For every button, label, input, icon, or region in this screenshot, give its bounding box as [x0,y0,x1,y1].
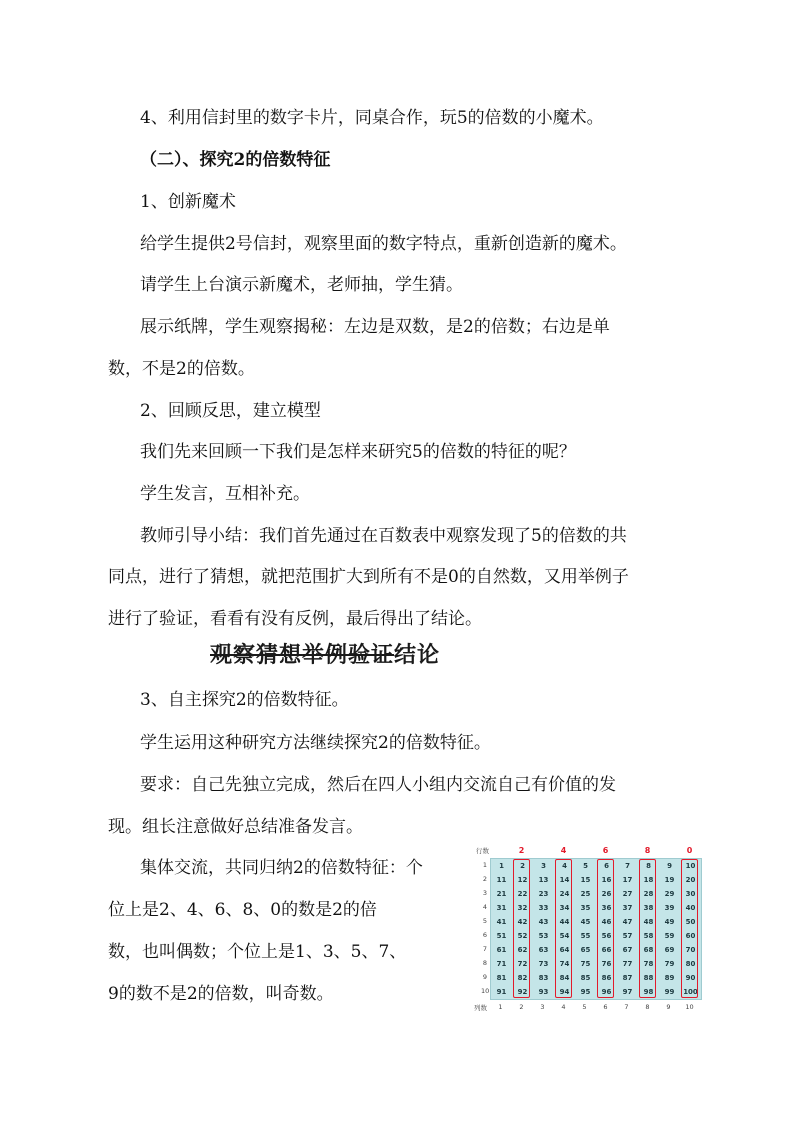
chart-cell: 97 [622,988,633,996]
flow-step: 猜想 [256,642,303,668]
chart-cell: 2 [520,862,525,870]
chart-cell: 46 [601,918,612,926]
chart-cell: 89 [664,974,675,982]
chart-cell: 42 [517,918,528,926]
chart-cell: 49 [664,918,675,926]
chart-cell: 64 [559,946,570,954]
chart-cell: 17 [622,876,633,884]
paragraph: 我们先来回顾一下我们是怎样来研究5的倍数的特征的呢？ [140,442,576,462]
row-label: 3 [482,889,488,897]
chart-cell: 72 [517,960,528,968]
chart-cell: 92 [517,988,528,996]
paragraph-step-4: 4、利用信封里的数字卡片，同桌合作，玩5的倍数的小魔术。 [140,108,604,128]
flow-step: 观察 [210,642,257,668]
chart-cell: 12 [517,876,528,884]
chart-cell: 82 [517,974,528,982]
col-axis-title: 列数 [474,1004,487,1012]
paragraph-continuation: 同点，进行了猜想，就把范围扩大到所有不是0的自然数，又用举例子 [108,567,629,587]
chart-cell: 69 [664,946,675,954]
chart-cell: 85 [580,974,591,982]
chart-cell: 39 [664,904,675,912]
highlight-column-box [681,859,698,998]
chart-cell: 50 [685,918,696,926]
chart-cell: 75 [580,960,591,968]
paragraph-continuation: 现。组长注意做好总结准备发言。 [108,817,363,837]
chart-cell: 81 [496,974,507,982]
chart-cell: 79 [664,960,675,968]
paragraph-continuation: 位上是2、4、6、8、0的数是2的倍 [108,900,377,920]
chart-cell: 41 [496,918,507,926]
highlight-column-box [555,859,572,998]
chart-cell: 18 [643,876,654,884]
chart-cell: 6 [604,862,609,870]
chart-cell: 57 [622,932,633,940]
chart-cell: 43 [538,918,549,926]
chart-cell: 90 [685,974,696,982]
chart-cell: 40 [685,904,696,912]
chart-cell: 83 [538,974,549,982]
paragraph: 学生运用这种研究方法继续探究2的倍数特征。 [140,733,491,753]
col-label: 6 [603,1003,608,1011]
chart-cell: 86 [601,974,612,982]
chart-cell: 5 [583,862,588,870]
chart-cell: 54 [559,932,570,940]
chart-cell: 11 [496,876,507,884]
row-label: 1 [482,861,488,869]
highlight-column-box [597,859,614,998]
paragraph: 展示纸牌，学生观察揭秘：左边是双数，是2的倍数；右边是单 [140,317,610,337]
col-label: 8 [645,1003,650,1011]
chart-cell: 29 [664,890,675,898]
section-heading: （二）、探究2的倍数特征 [140,150,331,170]
row-label: 7 [482,945,488,953]
hundred-chart [472,846,702,1014]
chart-cell: 33 [538,904,549,912]
chart-cell: 22 [517,890,528,898]
row-label: 4 [482,903,488,911]
chart-cell: 68 [643,946,654,954]
col-label: 1 [498,1003,503,1011]
chart-cell: 53 [538,932,549,940]
chart-cell: 27 [622,890,633,898]
row-label: 8 [482,959,488,967]
research-flow-heading [210,638,440,669]
row-label: 6 [482,931,488,939]
col-label: 4 [561,1003,566,1011]
chart-cell: 76 [601,960,612,968]
chart-cell: 98 [643,988,654,996]
chart-cell: 21 [496,890,507,898]
row-label: 9 [482,973,488,981]
chart-cell: 70 [685,946,696,954]
chart-cell: 55 [580,932,591,940]
chart-cell: 74 [559,960,570,968]
chart-cell: 94 [559,988,570,996]
paragraph-continuation: 进行了验证，看看有没有反例，最后得出了结论。 [108,609,482,629]
chart-cell: 9 [667,862,672,870]
chart-cell: 58 [643,932,654,940]
chart-cell: 24 [559,890,570,898]
chart-cell: 78 [643,960,654,968]
paragraph-continuation: 数，不是2的倍数。 [108,359,255,379]
subheading-2: 2、回顾反思，建立模型 [140,401,321,421]
chart-cell: 8 [646,862,651,870]
chart-cell: 73 [538,960,549,968]
chart-cell: 62 [517,946,528,954]
chart-cell: 30 [685,890,696,898]
chart-cell: 23 [538,890,549,898]
chart-cell: 7 [625,862,630,870]
chart-cell: 45 [580,918,591,926]
chart-cell: 14 [559,876,570,884]
paragraph: 教师引导小结：我们首先通过在百数表中观察发现了5的倍数的共 [140,526,627,546]
chart-cell: 66 [601,946,612,954]
highlight-column-label: 4 [560,846,567,855]
chart-cell: 87 [622,974,633,982]
chart-cell: 67 [622,946,633,954]
chart-cell: 91 [496,988,507,996]
chart-cell: 38 [643,904,654,912]
chart-cell: 48 [643,918,654,926]
chart-cell: 56 [601,932,612,940]
col-label: 10 [685,1003,694,1011]
col-label: 7 [624,1003,629,1011]
chart-cell: 15 [580,876,591,884]
chart-cell: 10 [685,862,696,870]
flow-step: 结论 [394,642,441,668]
chart-cell: 84 [559,974,570,982]
chart-cell: 31 [496,904,507,912]
chart-cell: 37 [622,904,633,912]
row-label: 2 [482,875,488,883]
chart-cell: 34 [559,904,570,912]
col-label: 2 [519,1003,524,1011]
chart-cell: 13 [538,876,549,884]
paragraph: 请学生上台演示新魔术，老师抽，学生猜。 [140,275,463,295]
highlight-column-label: 2 [518,846,525,855]
chart-cell: 52 [517,932,528,940]
paragraph: 给学生提供2号信封，观察里面的数字特点，重新创造新的魔术。 [140,234,627,254]
paragraph: 集体交流，共同归纳2的倍数特征：个 [140,858,423,878]
col-label: 5 [582,1003,587,1011]
chart-cell: 4 [562,862,567,870]
chart-cell: 36 [601,904,612,912]
chart-cell: 51 [496,932,507,940]
highlight-column-label: 6 [602,846,609,855]
chart-cell: 80 [685,960,696,968]
chart-cell: 99 [664,988,675,996]
paragraph-continuation: 9的数不是2的倍数，叫奇数。 [108,984,334,1004]
highlight-column-label: 8 [644,846,651,855]
chart-cell: 26 [601,890,612,898]
flow-step: 举例验证 [302,642,395,668]
paragraph: 学生发言，互相补充。 [140,484,310,504]
col-label: 9 [666,1003,671,1011]
subheading-1: 1、创新魔术 [140,192,236,212]
chart-cell: 1 [499,862,504,870]
chart-cell: 61 [496,946,507,954]
chart-cell: 60 [685,932,696,940]
highlight-column-box [639,859,656,998]
chart-cell: 16 [601,876,612,884]
chart-cell: 3 [541,862,546,870]
chart-cell: 25 [580,890,591,898]
row-label: 10 [481,987,490,995]
row-label: 5 [482,917,488,925]
col-label: 3 [540,1003,545,1011]
highlight-column-box [513,859,530,998]
chart-cell: 65 [580,946,591,954]
paragraph: 要求：自己先独立完成，然后在四人小组内交流自己有价值的发 [140,775,616,795]
paragraph-continuation: 数，也叫偶数；个位上是1、3、5、7、 [108,942,407,962]
chart-cell: 88 [643,974,654,982]
chart-cell: 96 [601,988,612,996]
highlight-column-label: 0 [686,846,693,855]
chart-cell: 44 [559,918,570,926]
chart-cell: 20 [685,876,696,884]
chart-cell: 59 [664,932,675,940]
chart-cell: 32 [517,904,528,912]
chart-cell: 95 [580,988,591,996]
chart-cell: 63 [538,946,549,954]
chart-cell: 19 [664,876,675,884]
chart-cell: 28 [643,890,654,898]
chart-cell: 100 [683,988,698,996]
chart-cell: 35 [580,904,591,912]
chart-cell: 77 [622,960,633,968]
chart-cell: 71 [496,960,507,968]
subheading-3: 3、自主探究2的倍数特征。 [140,690,349,710]
chart-cell: 93 [538,988,549,996]
row-axis-title: 行数 [476,847,489,855]
chart-cell: 47 [622,918,633,926]
